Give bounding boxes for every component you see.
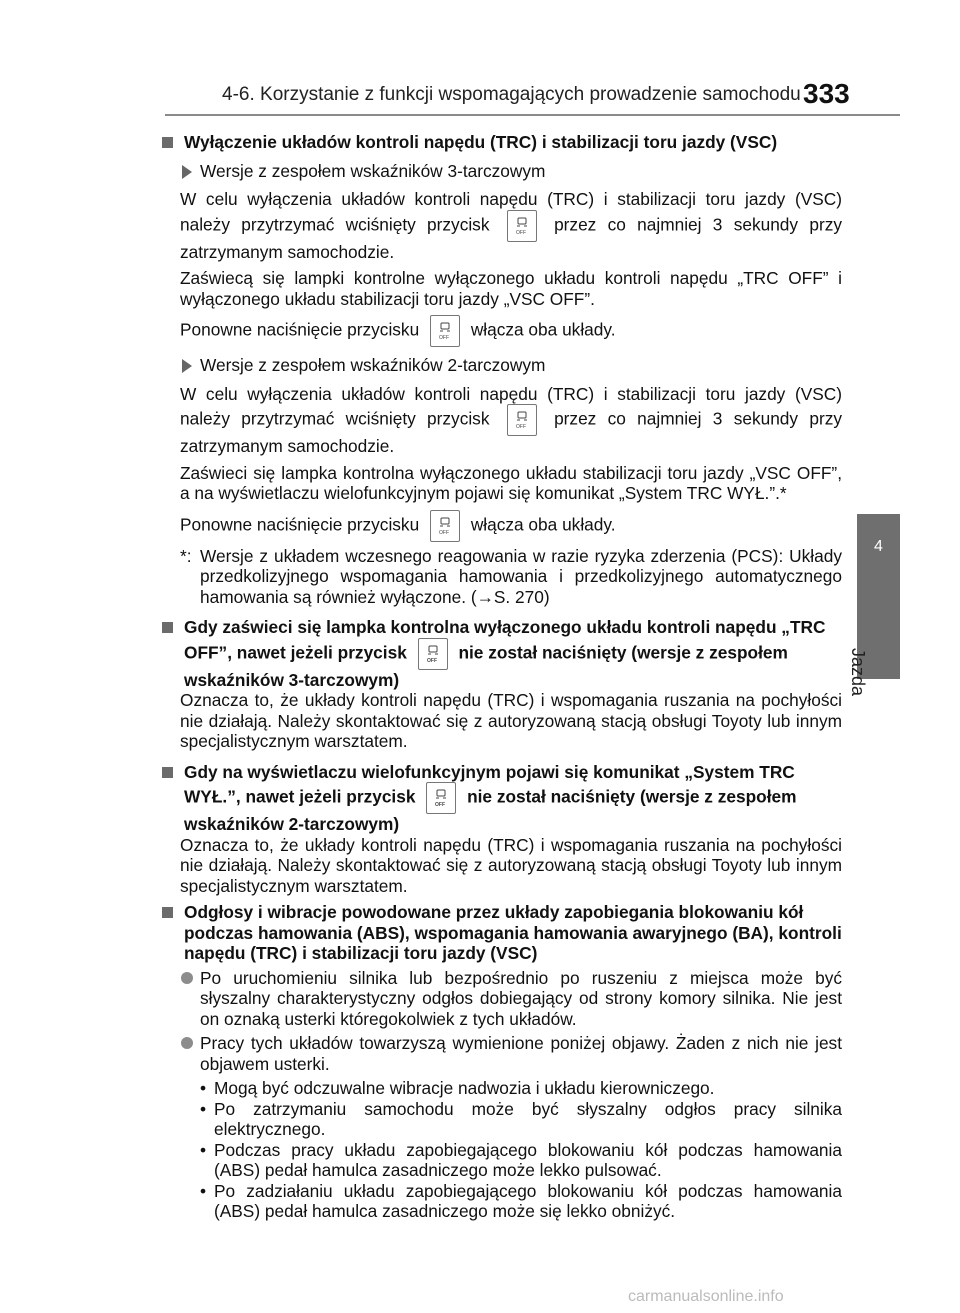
sub1-p3a: Ponowne naciśnięcie przycisku xyxy=(180,319,420,340)
vehicle-skid-off-button-icon xyxy=(430,315,460,347)
circle-icon xyxy=(181,972,193,984)
vehicle-skid-off-button-icon xyxy=(430,510,460,542)
triangle-icon xyxy=(182,165,192,179)
watermark: carmanualsonline.info xyxy=(628,1288,784,1305)
paragraph xyxy=(162,315,842,347)
bullet-marker: • xyxy=(200,1098,207,1119)
list-item xyxy=(162,1099,842,1140)
sub2-title: Wersje z zespołem wskaźników 2-tarczowym xyxy=(200,355,546,375)
dash1-text: Mogą być odczuwalne wibracje nadwozia i układu kierowniczego. xyxy=(214,1078,715,1098)
subsection-title xyxy=(162,161,842,182)
section4-heading: Odgłosy i wibracje powodowane przez układy zapobiegania blokowaniu kół podczas hamowania (ABS), wspomagania hamowania awaryjnego (BA), kontroli napędu (TRC) i stabilizacji toru jazdy (VSC) xyxy=(184,902,842,963)
section-heading xyxy=(162,902,842,964)
paragraph: Oznacza to, że układy kontroli napędu (TRC) i wspomagania ruszania na pochyłości nie działają. Należy skontaktować się z autoryzowaną stacją obsługi Toyoty lub innym specjalistycznym warsztatem. xyxy=(180,834,842,896)
dash3-text: Podczas pracy układu zapobiegającego blokowaniu kół podczas hamowania (ABS) pedał hamulca zasadniczego może lekko pulsować. xyxy=(214,1139,842,1180)
dash4-text: Po zadziałaniu układu zapobiegającego blokowaniu kół podczas hamowania (ABS) pedał hamulca zasadniczego może się lekko obniżyć. xyxy=(214,1180,842,1221)
paragraph xyxy=(162,510,842,542)
sub2-p3b: włącza oba układy. xyxy=(470,514,616,535)
bullet2-text: Pracy tych układów towarzyszą wymienione poniżej objawy. Żaden z nich nie jest objawem usterki. xyxy=(200,1033,842,1074)
sub2-p3a: Ponowne naciśnięcie przycisku xyxy=(180,514,420,535)
bullet-marker: • xyxy=(200,1139,207,1160)
page-number: 333 xyxy=(803,78,850,109)
chapter-label-box xyxy=(848,590,898,697)
chapter-label: Jazda xyxy=(848,648,868,697)
list-item xyxy=(162,1181,842,1222)
list-item xyxy=(162,1078,842,1099)
svg-text:OFF: OFF xyxy=(435,802,446,807)
page-content xyxy=(162,132,842,1222)
triangle-icon xyxy=(182,359,192,373)
bullet1-text: Po uruchomieniu silnika lub bezpośrednio po ruszeniu z miejsca może być słyszalny charakterystyczny odgłos dobiegający od strony komory silnika. Nie jest on oznaką usterki któregokolwiek z tych układów. xyxy=(200,967,842,1029)
section1-heading: Wyłączenie układów kontroli napędu (TRC) i stabilizacji toru jazdy (VSC) xyxy=(184,132,778,152)
footnote-marker: *: xyxy=(180,545,192,566)
sub2-p1b: przez co najmniej 3 sekundy przy zatrzymanym samochodzie. xyxy=(180,408,842,456)
sub1-p1b: przez co najmniej 3 sekundy przy zatrzymanym samochodzie. xyxy=(180,214,842,262)
dash2-text: Po zatrzymaniu samochodu może być słyszalny odgłos pracy silnika elektrycznego. xyxy=(214,1098,842,1139)
svg-text:OFF: OFF xyxy=(515,229,526,235)
square-icon xyxy=(162,137,173,148)
vehicle-skid-off-button-icon xyxy=(426,782,456,814)
vehicle-skid-off-button-icon xyxy=(507,210,537,242)
paragraph xyxy=(162,384,842,457)
sub1-p3b: włącza oba układy. xyxy=(470,319,616,340)
header-rule xyxy=(165,114,900,116)
vehicle-skid-off-button-icon xyxy=(418,638,448,670)
square-icon xyxy=(162,767,173,778)
sub2-p1a: W celu wyłączenia układów kontroli napędu (TRC) i stabilizacji toru jazdy (VSC) należy przytrzymać wciśnięty przycisk xyxy=(180,383,842,429)
bullet-marker: • xyxy=(200,1078,207,1098)
circle-icon xyxy=(181,1037,193,1049)
section2-heading-b: nie został naciśnięty (wersje z zespołem wskaźników 3-tarczowym) xyxy=(184,642,788,690)
section2-heading-a: Gdy zaświeci się lampka kontrolna wyłączonego układu kontroli napędu „TRC OFF”, nawet jeżeli przycisk xyxy=(184,617,826,663)
square-icon xyxy=(162,907,173,918)
svg-text:OFF: OFF xyxy=(439,335,449,340)
paragraph xyxy=(162,189,842,262)
subsection-title xyxy=(162,355,842,376)
bullet-marker: • xyxy=(200,1180,207,1201)
svg-text:OFF: OFF xyxy=(515,424,526,429)
section-heading xyxy=(162,132,842,153)
section3-heading-b: nie został naciśnięty (wersje z zespołem wskaźników 2-tarczowym) xyxy=(184,786,797,834)
list-item xyxy=(162,1033,842,1074)
paragraph: Zaświecą się lampki kontrolne wyłączonego układu kontroli napędu „TRC OFF” i wyłączonego układu stabilizacji toru jazdy „VSC OFF”. xyxy=(180,268,842,309)
section-heading xyxy=(162,762,842,835)
paragraph: Zaświeci się lampka kontrolna wyłączonego układu stabilizacji toru jazdy „VSC OFF”, a na wyświetlaczu wielofunkcyjnym pojawi się komunikat „System TRC WYŁ.”.* xyxy=(180,462,842,503)
vehicle-skid-off-button-icon xyxy=(507,404,537,436)
chapter-number: 4 xyxy=(874,538,883,555)
paragraph: Oznacza to, że układy kontroli napędu (TRC) i wspomagania ruszania na pochyłości nie działają. Należy skontaktować się z autoryzowaną stacją obsługi Toyoty lub innym specjalistycznym warsztatem. xyxy=(180,690,842,751)
list-item xyxy=(162,1140,842,1181)
section3-heading-a: Gdy na wyświetlaczu wielofunkcyjnym pojawi się komunikat „System TRC WYŁ.”, nawet jeżeli przycisk xyxy=(184,761,795,807)
footnote xyxy=(162,546,842,608)
sub1-title: Wersje z zespołem wskaźników 3-tarczowym xyxy=(200,160,546,181)
list-item xyxy=(162,968,842,1030)
footnote-text: Wersje z układem wczesnego reagowania w razie ryzyka zderzenia (PCS): Układy przedkolizyjnego wspomagania hamowania i przedkolizyjnego automatycznego hamowania są również wyłączone. (→S. 270) xyxy=(200,545,842,607)
square-icon xyxy=(162,622,173,633)
header-title: 4-6. Korzystanie z funkcji wspomagających prowadzenie samochodu xyxy=(222,84,801,105)
sub1-p1a: W celu wyłączenia układów kontroli napędu (TRC) i stabilizacji toru jazdy (VSC) należy przytrzymać wciśnięty przycisk xyxy=(180,189,842,235)
section-heading xyxy=(162,617,842,690)
svg-text:OFF: OFF xyxy=(426,657,437,663)
svg-text:OFF: OFF xyxy=(439,529,449,535)
